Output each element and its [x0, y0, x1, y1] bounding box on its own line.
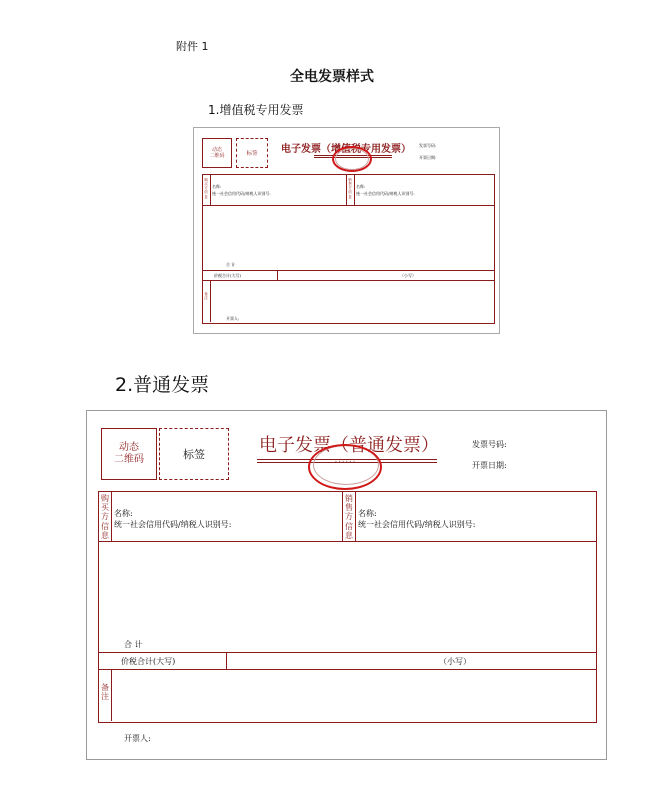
party-row-divider	[98, 541, 596, 542]
issuer-label: 开票人:	[124, 734, 151, 743]
seller-tax-id-label: 统一社会信用代码/纳税人识别号:	[358, 520, 476, 529]
tag-placeholder	[159, 428, 229, 480]
seller-label-divider	[355, 491, 356, 541]
seller-vertical-label: 销售方信息	[348, 178, 352, 199]
buyer-vertical-label: 购买方信息	[101, 494, 109, 540]
seller-tax-id-label: 统一社会信用代码/纳税人识别号:	[356, 191, 415, 196]
amount-in-words-label: 价税合计(大写)	[121, 657, 176, 666]
amount-column-divider	[277, 270, 278, 280]
remarks-vertical-label: 备注	[101, 683, 109, 702]
remarks-label-divider	[111, 669, 112, 721]
amount-in-figures-label: （小写）	[400, 273, 416, 278]
amount-in-words-label: 价税合计(大写)	[214, 273, 242, 278]
buyer-name-label: 名称:	[212, 184, 222, 189]
stamp-inner-text: • • • • • •	[334, 459, 356, 464]
total-label: 合 计	[226, 262, 236, 267]
buyer-label-divider	[210, 174, 211, 205]
buyer-tax-id-label: 统一社会信用代码/纳税人识别号:	[114, 520, 232, 529]
buyer-name-label: 名称:	[114, 509, 133, 518]
remarks-label-divider	[210, 280, 211, 322]
tag-label: 标签	[246, 151, 258, 157]
section1-title: 1.增值税专用发票	[208, 103, 304, 117]
seller-label-divider	[354, 174, 355, 205]
buyer-vertical-label: 购买方信息	[204, 178, 208, 199]
issue-date-label: 开票日期:	[472, 461, 507, 470]
seller-name-label: 名称:	[356, 184, 366, 189]
seller-name-label: 名称:	[358, 509, 377, 518]
vat-invoice-sample	[193, 127, 500, 334]
invoice-title: 电子发票（增值税专用发票）	[281, 144, 411, 155]
qr-code-placeholder: 动态 二维码	[202, 138, 232, 168]
section2-title: 2.普通发票	[115, 374, 210, 396]
issuer-label: 开票人:	[226, 316, 240, 321]
qr-code-placeholder: 动态 二维码	[101, 428, 157, 480]
total-label: 合 计	[124, 640, 143, 649]
total-row-divider	[202, 270, 494, 271]
party-row-divider	[202, 205, 494, 206]
buyer-tax-id-label: 统一社会信用代码/纳税人识别号:	[212, 191, 271, 196]
tag-label: 标签	[183, 448, 205, 461]
invoice-number-label: 发票号码:	[419, 143, 437, 148]
issue-date-label: 开票日期:	[419, 155, 437, 160]
tag-placeholder	[236, 138, 268, 168]
buyer-label-divider	[111, 491, 112, 541]
attachment-label: 附件 1	[176, 40, 209, 53]
document-title: 全电发票样式	[290, 69, 374, 85]
remarks-row-divider	[202, 280, 494, 281]
seller-vertical-label: 销售方信息	[345, 494, 353, 540]
invoice-title: 电子发票（普通发票）	[259, 435, 439, 456]
remarks-row-divider	[98, 669, 596, 670]
total-row-divider	[98, 652, 596, 653]
amount-in-figures-label: （小写）	[439, 657, 471, 666]
seal-highlight-circle	[308, 444, 382, 490]
normal-invoice-sample	[86, 410, 607, 760]
seal-highlight-circle	[332, 146, 372, 172]
invoice-number-label: 发票号码:	[472, 440, 507, 449]
amount-column-divider	[226, 652, 227, 669]
remarks-vertical-label: 备注	[204, 292, 208, 301]
